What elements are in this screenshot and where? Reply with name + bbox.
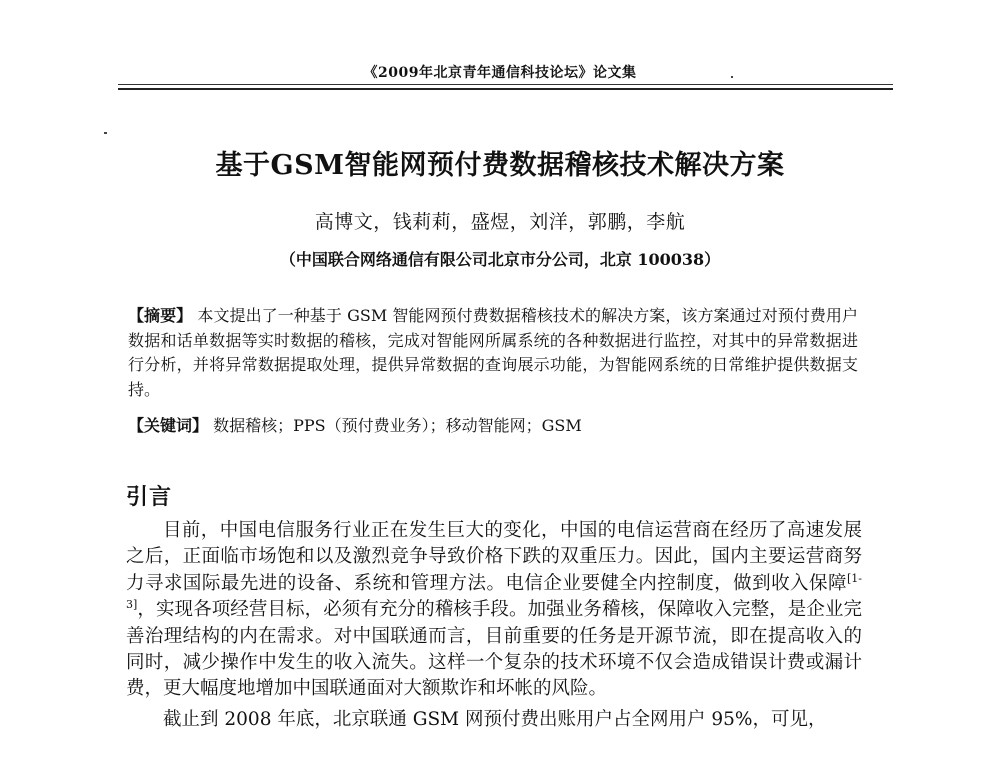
keywords [128, 414, 858, 438]
header-rule [118, 84, 893, 85]
paragraph-text: 截止到 2008 年底，北京联通 GSM 网预付费出账用户占全网用户 95%，可见， [163, 708, 827, 730]
author-list: 高博文，钱莉莉，盛煜，刘洋，郭鹏，李航 [314, 211, 686, 233]
section-heading: 引言 [126, 484, 173, 510]
running-header: 《2009年北京青年通信科技论坛》论文集 [363, 65, 637, 81]
paper-title: 基于GSM智能网预付费数据稽核技术解决方案 [215, 150, 785, 181]
abstract-label: 【摘要】 [128, 306, 193, 325]
paragraph-text: 目前，中国电信服务行业正在发生巨大的变化，中国的电信运营商在经历了高速发展之后，正面临市场饱和以及激烈竞争导致价格下跌的双重压力。因此，国内主要运营商努力寻求国际最先进的设备、系统和管理方法。电信企业要健全内控制度，做到收入保障 [126, 520, 862, 594]
abstract-text: 本文提出了一种基于 GSM 智能网预付费数据稽核技术的解决方案，该方案通过对预付费用户数据和话单数据等实时数据的稽核，完成对智能网所属系统的各种数据进行监控，对其中的异常数据进行分析，并将异常数据提取处理，提供异常数据的查询展示功能，为智能网系统的日常维护提供数据支持。 [128, 306, 858, 399]
paragraph-text: ，实现各项经营目标，必须有充分的稽核手段。加强业务稽核，保障收入完整，是企业完善治理结构的内在需求。对中国联通而言，目前重要的任务是开源节流，即在提高收入的同时，减少操作中发生的收入流失。这样一个复杂的技术环境不仅会造成错误计费或漏计费，更大幅度地增加中国联通面对大额欺诈和坏帐的风险。 [126, 599, 862, 700]
keywords-text: 数据稽核；PPS（预付费业务）；移动智能网；GSM [208, 416, 582, 435]
scan-speck [104, 132, 107, 134]
keywords-label: 【关键词】 [128, 416, 209, 435]
header-rule-thick [118, 88, 893, 90]
paragraph [126, 707, 862, 733]
citation: [1-3] [126, 571, 862, 612]
paragraph [126, 518, 862, 703]
scan-speck [731, 76, 733, 78]
body-text [126, 518, 862, 733]
abstract [128, 304, 858, 402]
affiliation: （中国联合网络通信有限公司北京市分公司，北京 100038） [279, 250, 721, 269]
